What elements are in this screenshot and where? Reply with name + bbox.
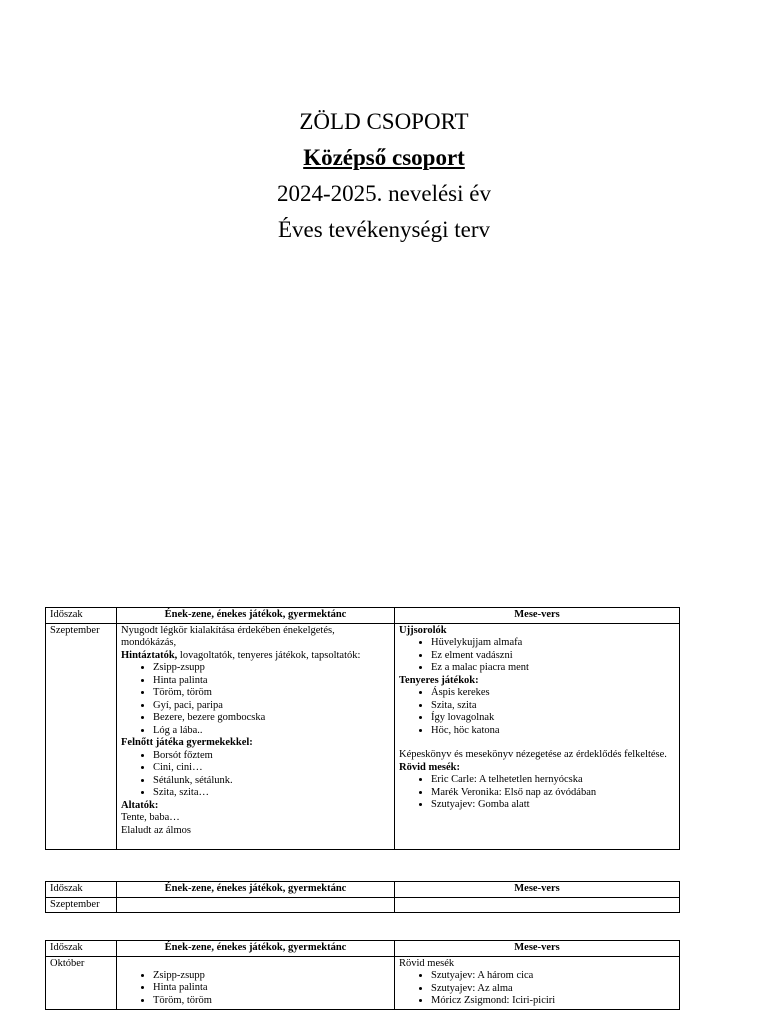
table-row xyxy=(46,956,680,1009)
period-cell: Szeptember xyxy=(46,623,117,849)
table-row xyxy=(46,623,680,849)
plan-table-september xyxy=(45,607,680,850)
list-item: • Móricz Zsigmond: Iciri-piciri xyxy=(431,995,675,1008)
list-item: • Marék Veronika: Első nap az óvódában xyxy=(431,787,675,800)
spacer xyxy=(399,737,675,749)
finger-list xyxy=(399,637,675,675)
lullaby-heading: Altatók: xyxy=(121,799,159,811)
list-item: • Hinta palinta xyxy=(153,675,390,688)
list-item: • Borsót főztem xyxy=(153,750,390,763)
list-item: • Áspis kerekes xyxy=(431,687,675,700)
music-cell xyxy=(117,897,395,913)
adult-heading: Felnőtt játéka gyermekekkel: xyxy=(121,737,253,748)
list-item: • Ez a malac piacra ment xyxy=(431,662,675,675)
plan-table-september-empty xyxy=(45,881,680,913)
tales-cell xyxy=(395,623,680,849)
list-item: • Ez elment vadászni xyxy=(431,650,675,663)
header-period: Időszak xyxy=(46,882,117,898)
list-item: • Szutyajev: A három cica xyxy=(431,970,675,983)
list-item: • Eric Carle: A telhetetlen hernyócska xyxy=(431,774,675,787)
list-item: • Gyí, paci, paripa xyxy=(153,700,390,713)
short-tales-heading: Rövid mesék xyxy=(399,957,455,969)
music-cell xyxy=(117,623,395,849)
period-cell: Október xyxy=(46,956,117,1009)
music-list xyxy=(121,970,390,1008)
table-row xyxy=(46,897,680,913)
palm-list xyxy=(399,687,675,737)
list-item: • Cini, cini… xyxy=(153,762,390,775)
lullaby-line: Tente, baba… xyxy=(121,812,180,823)
list-item: • Szita, szita xyxy=(431,700,675,713)
plan-table-october xyxy=(45,940,680,1010)
swing-line xyxy=(121,650,390,663)
list-item: • Töröm, töröm xyxy=(153,995,390,1008)
header-tales: Mese-vers xyxy=(395,941,680,957)
plan-title: Éves tevékenységi terv xyxy=(277,217,491,242)
header-music: Ének-zene, énekes játékok, gyermektánc xyxy=(117,608,395,624)
list-item: • Így lovagolnak xyxy=(431,712,675,725)
header-period: Időszak xyxy=(46,941,117,957)
swing-list xyxy=(121,662,390,737)
short-tales-heading: Rövid mesék: xyxy=(399,761,460,773)
list-item: • Hüvelykujjam almafa xyxy=(431,637,675,650)
lullaby-line: Elaludt az álmos xyxy=(121,824,191,836)
table-header-row xyxy=(46,608,680,624)
period-cell: Szeptember xyxy=(46,897,117,913)
header-music: Ének-zene, énekes játékok, gyermektánc xyxy=(117,882,395,898)
tales-cell xyxy=(395,897,680,913)
table-header-row xyxy=(46,941,680,957)
list-item: • Szutyajev: Gomba alatt xyxy=(431,799,675,812)
short-tales-list xyxy=(399,970,675,1008)
group-name: ZÖLD CSOPORT xyxy=(299,109,469,134)
tales-cell xyxy=(395,956,680,1009)
book-text: Képeskönyv és mesekönyv nézegetése az érdeklődés felkeltése. xyxy=(399,749,667,760)
list-item: • Sétálunk, sétálunk. xyxy=(153,775,390,788)
header-tales: Mese-vers xyxy=(395,882,680,898)
list-item: • Szutyajev: Az alma xyxy=(431,983,675,996)
list-item: • Zsipp-zsupp xyxy=(153,970,390,983)
palm-heading: Tenyeres játékok: xyxy=(399,674,479,686)
list-item: • Bezere, bezere gombocska xyxy=(153,712,390,725)
document-title-block xyxy=(0,104,768,248)
list-item: • Höc, höc katona xyxy=(431,725,675,738)
list-item: • Hinta palinta xyxy=(153,982,390,995)
header-period: Időszak xyxy=(46,608,117,624)
list-item: • Töröm, töröm xyxy=(153,687,390,700)
adult-list xyxy=(121,750,390,800)
short-tales-list xyxy=(399,774,675,812)
header-tales: Mese-vers xyxy=(395,608,680,624)
finger-heading: Ujjsorolók xyxy=(399,624,447,636)
list-item: • Zsipp-zsupp xyxy=(153,662,390,675)
swing-rest: lovagoltatók, tenyeres játékok, tapsoltatók: xyxy=(177,649,361,661)
music-cell xyxy=(117,956,395,1009)
music-intro: Nyugodt légkör kialakítása érdekében énekelgetés, mondókázás, xyxy=(121,624,335,648)
list-item: • Lóg a lába.. xyxy=(153,725,390,738)
swing-heading: Hintáztatók, xyxy=(121,649,178,661)
spacer xyxy=(121,958,390,970)
header-music: Ének-zene, énekes játékok, gyermektánc xyxy=(117,941,395,957)
school-year: 2024-2025. nevelési év xyxy=(277,181,491,206)
list-item: • Szita, szita… xyxy=(153,787,390,800)
table-header-row xyxy=(46,882,680,898)
group-subtitle: Középső csoport xyxy=(303,145,465,170)
